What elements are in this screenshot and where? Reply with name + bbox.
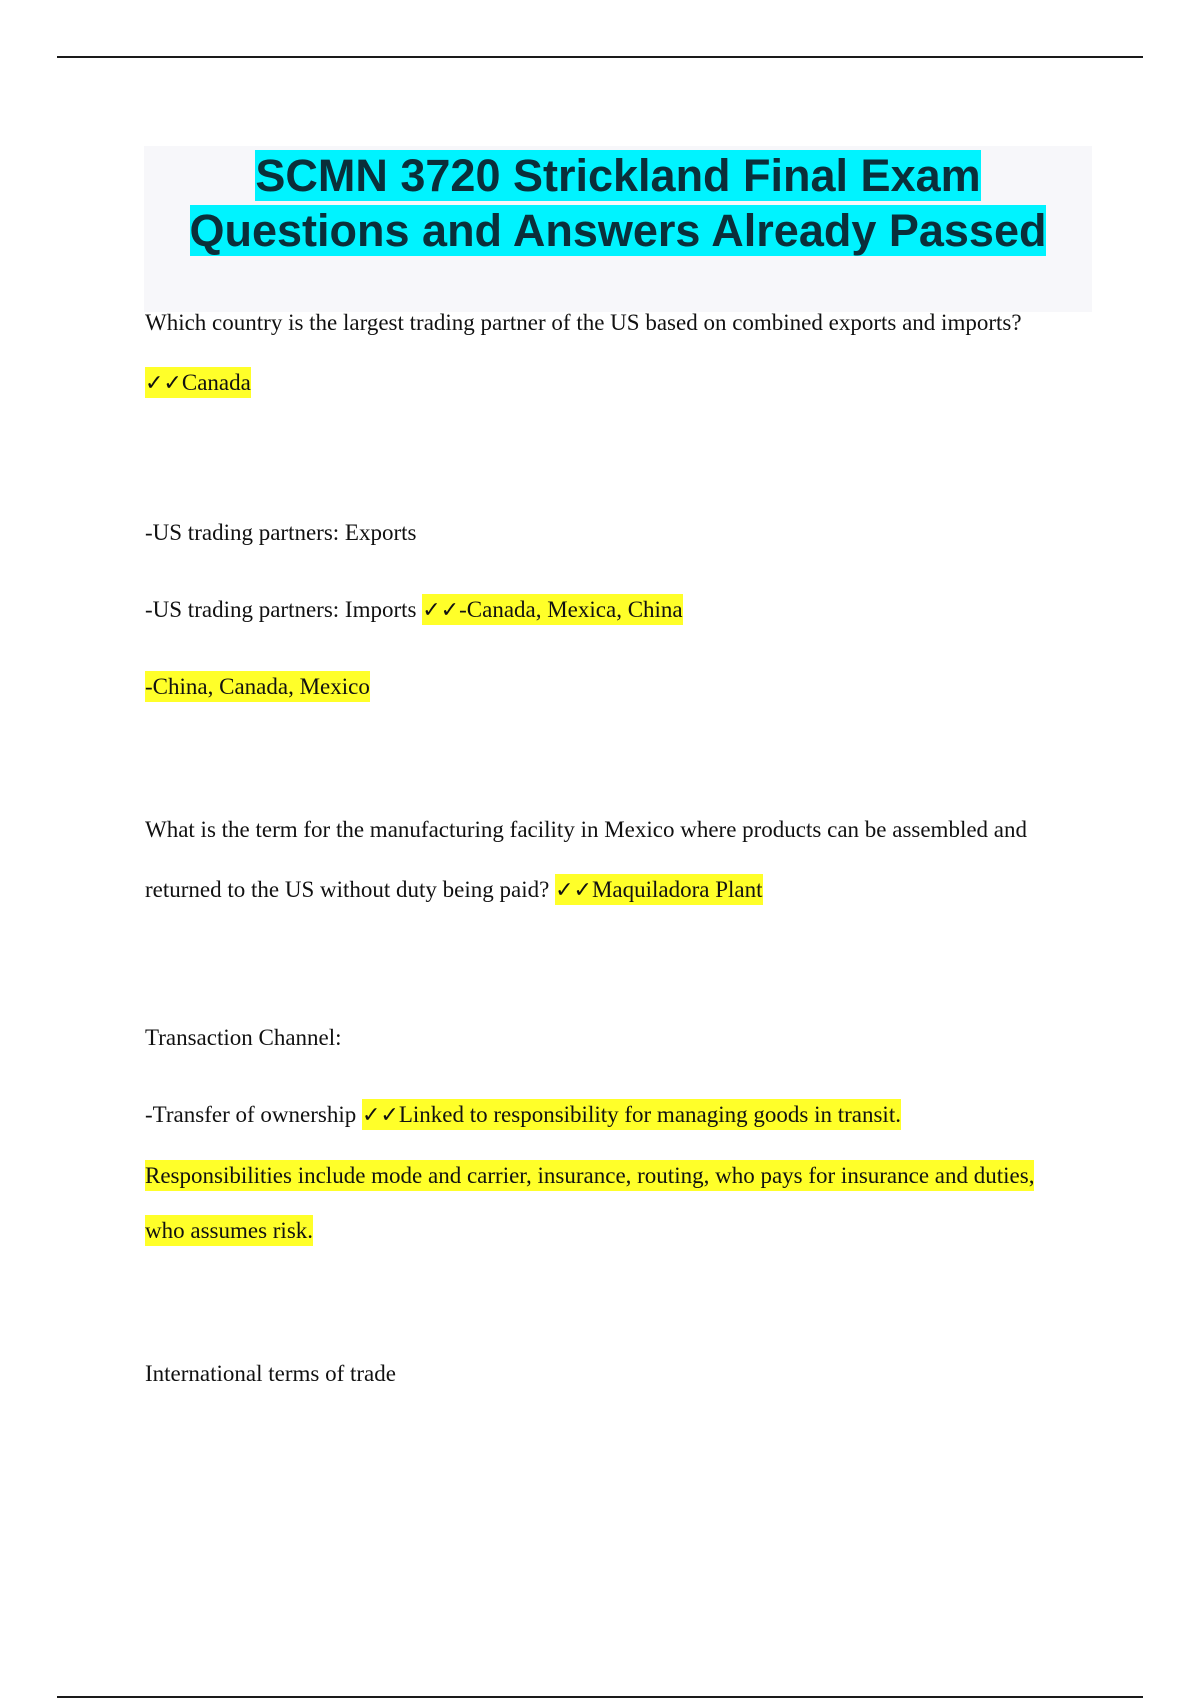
question-text: returned to the US without duty being paid? bbox=[145, 877, 556, 902]
answer-highlight bbox=[145, 1215, 313, 1246]
question-text: -US trading partners: Imports bbox=[145, 597, 423, 622]
title-line-1: SCMN 3720 Strickland Final Exam bbox=[255, 150, 981, 201]
answer-text: -Canada, Mexica, China bbox=[459, 597, 683, 622]
double-check-icon: ✓✓ bbox=[422, 598, 460, 623]
answer-highlight bbox=[145, 367, 251, 398]
section-international-terms bbox=[145, 1361, 396, 1387]
section-text: Transaction Channel: bbox=[145, 1025, 342, 1050]
answer-highlight bbox=[145, 671, 370, 702]
question-maquiladora-line-1 bbox=[145, 817, 1027, 843]
answer-highlight bbox=[145, 1160, 1034, 1191]
question-text: -US trading partners: Exports bbox=[145, 520, 417, 545]
answer-highlight bbox=[362, 1099, 901, 1130]
answer-transfer-ownership-line-2 bbox=[145, 1163, 1034, 1189]
title-line-2: Questions and Answers Already Passed bbox=[189, 205, 1047, 256]
section-text: International terms of trade bbox=[145, 1361, 396, 1386]
double-check-icon: ✓✓ bbox=[555, 878, 592, 903]
section-transaction-channel bbox=[145, 1025, 342, 1051]
footer-rule bbox=[57, 1696, 1143, 1698]
answer-imports-continued bbox=[145, 674, 370, 700]
question-largest-trading-partner bbox=[145, 310, 1022, 336]
question-text: What is the term for the manufacturing facility in Mexico where products can be assembled and bbox=[145, 817, 1027, 842]
question-text: Which country is the largest trading partner of the US based on combined exports and imports? bbox=[145, 310, 1022, 335]
answer-text: Responsibilities include mode and carrier, insurance, routing, who pays for insurance and duties, bbox=[145, 1163, 1035, 1188]
question-text: -Transfer of ownership bbox=[145, 1102, 362, 1127]
answer-text: Linked to responsibility for managing goods in transit. bbox=[398, 1102, 901, 1127]
answer-highlight bbox=[555, 874, 762, 905]
answer-transfer-ownership-line-3 bbox=[145, 1218, 313, 1244]
question-exports bbox=[145, 520, 416, 546]
title-block bbox=[144, 146, 1092, 312]
answer-highlight bbox=[422, 594, 682, 625]
answer-text: who assumes risk. bbox=[145, 1218, 314, 1243]
question-imports bbox=[145, 597, 683, 623]
answer-text: Canada bbox=[181, 370, 251, 395]
answer-text: Maquiladora Plant bbox=[591, 877, 763, 902]
header-rule bbox=[57, 56, 1143, 58]
question-maquiladora-line-2 bbox=[145, 877, 763, 903]
double-check-icon: ✓✓ bbox=[361, 1103, 399, 1128]
answer-largest-trading-partner bbox=[145, 370, 251, 396]
answer-text: -China, Canada, Mexico bbox=[145, 674, 370, 699]
double-check-icon: ✓✓ bbox=[145, 371, 182, 396]
document-title bbox=[144, 146, 1092, 258]
question-transfer-ownership bbox=[145, 1102, 901, 1128]
